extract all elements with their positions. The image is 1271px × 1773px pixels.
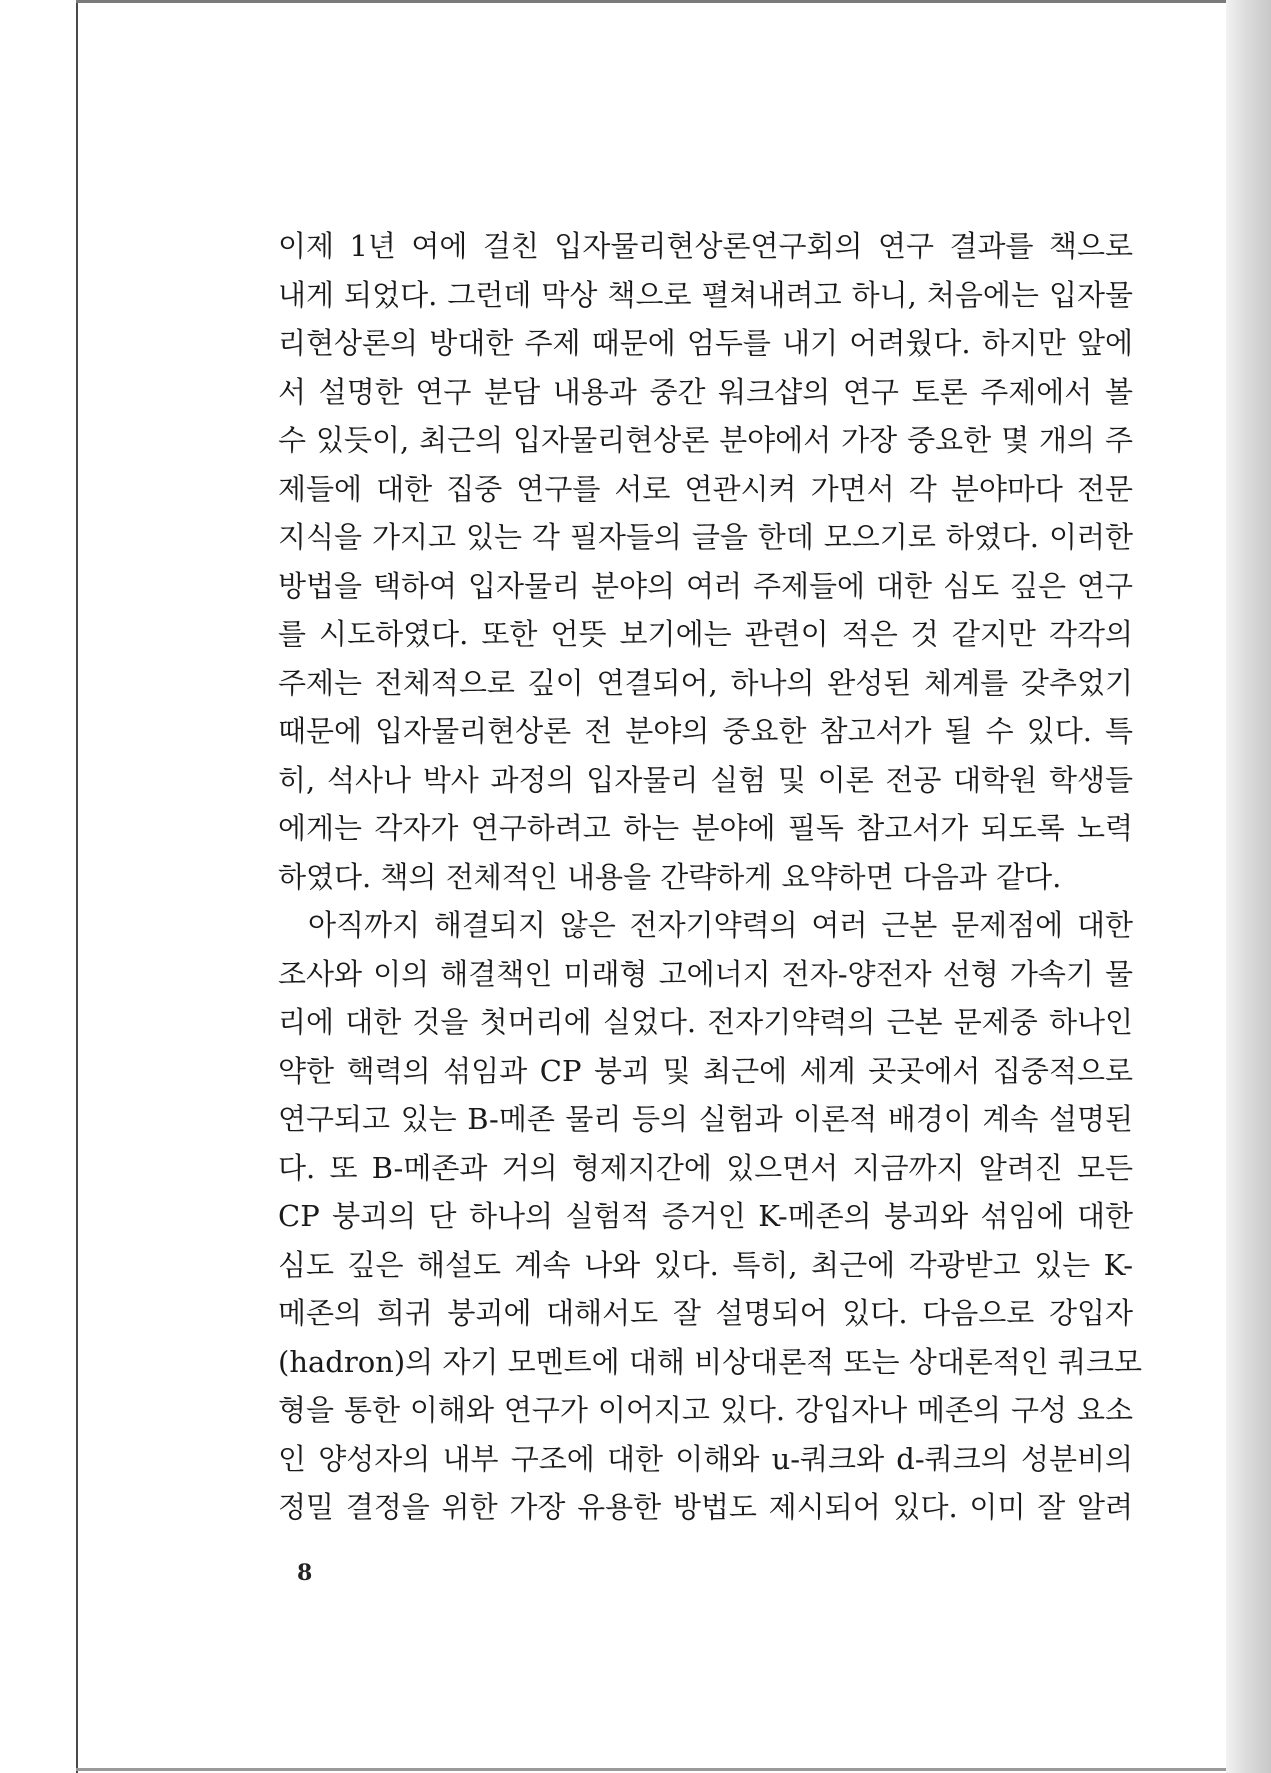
text-line: 수 있듯이, 최근의 입자물리현상론 분야에서 가장 중요한 몇 개의 주 xyxy=(278,423,1133,457)
text-line: 때문에 입자물리현상론 전 분야의 중요한 참고서가 될 수 있다. 특 xyxy=(278,714,1133,748)
text-line: CP 붕괴의 단 하나의 실험적 증거인 K-메존의 붕괴와 섞임에 대한 xyxy=(278,1199,1133,1233)
text-line: 지식을 가지고 있는 각 필자들의 글을 한데 모으기로 하였다. 이러한 xyxy=(278,520,1133,554)
text-line: (hadron)의 자기 모멘트에 대해 비상대론적 또는 상대론적인 쿼크모 xyxy=(278,1344,1143,1379)
text-line: 조사와 이의 해결책인 미래형 고에너지 전자-양전자 선형 가속기 물 xyxy=(278,956,1133,991)
page-left-edge xyxy=(76,0,78,1773)
text-line: 메존의 희귀 붕괴에 대해서도 잘 설명되어 있다. 다음으로 강입자 xyxy=(278,1296,1133,1330)
text-line: 약한 핵력의 섞임과 CP 붕괴 및 최근에 세계 곳곳에서 집중적으로 xyxy=(278,1053,1133,1088)
text-line: 방법을 택하여 입자물리 분야의 여러 주제들에 대한 심도 깊은 연구 xyxy=(278,568,1133,603)
text-line: 형을 통한 이해와 연구가 이어지고 있다. 강입자나 메존의 구성 요소 xyxy=(278,1393,1133,1427)
text-line: 심도 깊은 해설도 계속 나와 있다. 특히, 최근에 각광받고 있는 K- xyxy=(278,1247,1133,1282)
page-number: 8 xyxy=(297,1560,313,1586)
page-top-edge xyxy=(76,0,1256,3)
body-text xyxy=(278,222,1143,1532)
text-line: 내게 되었다. 그런데 막상 책으로 펼쳐내려고 하니, 처음에는 입자물 xyxy=(278,277,1133,312)
text-line: 이제 1년 여에 걸친 입자물리현상론연구회의 연구 결과를 책으로 xyxy=(278,229,1133,263)
text-line: 히, 석사나 박사 과정의 입자물리 실험 및 이론 전공 대학원 학생들 xyxy=(278,762,1133,797)
text-line: 에게는 각자가 연구하려고 하는 분야에 필독 참고서가 되도록 노력 xyxy=(278,811,1133,845)
text-line: 연구되고 있는 B-메존 물리 등의 실험과 이론적 배경이 계속 설명된 xyxy=(278,1102,1133,1136)
text-line: 주제는 전체적으로 깊이 연결되어, 하나의 완성된 체계를 갖추었기 xyxy=(278,665,1133,700)
text-line: 다. 또 B-메존과 거의 형제지간에 있으면서 지금까지 알려진 모든 xyxy=(278,1150,1133,1185)
page-binding-shadow xyxy=(1226,0,1271,1773)
text-line: 인 양성자의 내부 구조에 대한 이해와 u-쿼크와 d-쿼크의 성분비의 xyxy=(278,1441,1133,1476)
text-line: 를 시도하였다. 또한 언뜻 보기에는 관련이 적은 것 같지만 각각의 xyxy=(278,617,1133,651)
text-line: 리에 대한 것을 첫머리에 실었다. 전자기약력의 근본 문제중 하나인 xyxy=(278,1005,1133,1039)
text-line: 서 설명한 연구 분담 내용과 중간 워크샵의 연구 토론 주제에서 볼 xyxy=(278,374,1133,409)
text-line: 리현상론의 방대한 주제 때문에 엄두를 내기 어려웠다. 하지만 앞에 xyxy=(278,326,1133,360)
text-line: 정밀 결정을 위한 가장 유용한 방법도 제시되어 있다. 이미 잘 알려 xyxy=(278,1490,1133,1524)
text-line: 아직까지 해결되지 않은 전자기약력의 여러 근본 문제점에 대한 xyxy=(308,908,1133,942)
page-bottom-edge xyxy=(76,1768,1256,1771)
text-line: 제들에 대한 집중 연구를 서로 연관시켜 가면서 각 분야마다 전문 xyxy=(278,471,1133,506)
text-line: 하였다. 책의 전체적인 내용을 간략하게 요약하면 다음과 같다. xyxy=(278,859,1062,894)
